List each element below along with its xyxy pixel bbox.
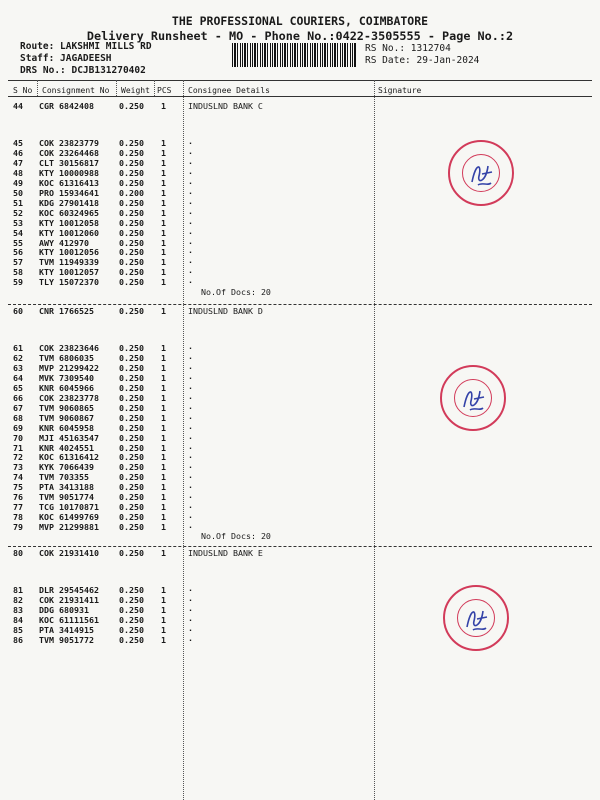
header-bottom-rule [8, 96, 592, 97]
row-pcs: 1 [161, 634, 166, 645]
row-consignment: MVK 7309540 [39, 372, 94, 383]
row-sno: 86 [13, 634, 23, 645]
row-consignment: KOC 61316412 [39, 452, 99, 463]
row-consignment: COK 23823779 [39, 138, 99, 148]
row-sno: 73 [13, 462, 23, 473]
row-pcs: 1 [161, 502, 166, 513]
consignee-dot: . [188, 520, 193, 531]
consignee-dot: . [188, 350, 193, 361]
consignee-dot: . [188, 155, 193, 166]
row-sno: 55 [13, 237, 23, 248]
row-consignment: CLT 30156817 [39, 157, 99, 168]
row-pcs: 1 [161, 217, 166, 228]
consignee-dot: . [188, 370, 193, 381]
row-pcs: 1 [161, 257, 166, 268]
row-sno: 51 [13, 197, 23, 208]
row-pcs: 1 [161, 157, 166, 168]
consignee-dot: . [188, 602, 193, 613]
consignee-dot: . [188, 390, 193, 401]
consignee-dot: . [188, 400, 193, 411]
row-consignment: DLR 29545462 [39, 585, 99, 595]
row-weight: 0.250 [119, 207, 144, 218]
consignee-dot: . [188, 235, 193, 246]
row-sno: 47 [13, 157, 23, 168]
row-consignment: KOC 60324965 [39, 207, 99, 218]
consignee-dot: . [188, 500, 193, 511]
row-consignment: KOC 61111561 [39, 614, 99, 625]
row-weight: 0.250 [119, 422, 144, 433]
row-weight: 0.200 [119, 187, 144, 198]
col-signature: Signature [378, 86, 422, 95]
row-consignment: KNR 6045958 [39, 422, 94, 433]
row-weight: 0.250 [119, 442, 144, 453]
row-pcs: 1 [161, 624, 166, 635]
row-consignment: CGR 6842408 [39, 101, 94, 111]
barcode [232, 43, 357, 67]
row-consignment: KDG 27901418 [39, 197, 99, 208]
row-consignee: INDUSLND BANK C [188, 101, 263, 111]
row-sno: 63 [13, 362, 23, 373]
row-consignment: COK 23823646 [39, 343, 99, 353]
row-weight: 0.250 [119, 502, 144, 513]
row-weight: 0.250 [119, 472, 144, 483]
row-consignment: PRO 15934641 [39, 187, 99, 198]
row-pcs: 1 [161, 237, 166, 248]
row-sno: 68 [13, 412, 23, 423]
row-consignment: TVM 9051772 [39, 634, 94, 645]
row-sno: 69 [13, 422, 23, 433]
row-consignment: TVM 9051774 [39, 492, 94, 503]
row-sno: 44 [13, 101, 23, 111]
row-sno: 70 [13, 432, 23, 443]
row-weight: 0.250 [119, 482, 144, 493]
row-weight: 0.250 [119, 452, 144, 463]
route-label: Route: LAKSHMI MILLS RD [20, 41, 152, 52]
row-sno: 61 [13, 343, 23, 353]
row-consignment: KTY 10000988 [39, 167, 99, 178]
row-consignment: TVM 6806035 [39, 352, 94, 363]
row-pcs: 1 [161, 362, 166, 373]
signature-icon [452, 377, 494, 419]
row-sno: 57 [13, 257, 23, 268]
row-weight: 0.250 [119, 382, 144, 393]
consignee-dot: . [188, 245, 193, 256]
row-weight: 0.250 [119, 138, 144, 148]
row-sno: 64 [13, 372, 23, 383]
row-sno: 54 [13, 227, 23, 238]
row-sno: 78 [13, 512, 23, 523]
consignee-dot: . [188, 583, 193, 593]
row-weight: 0.250 [119, 402, 144, 413]
row-pcs: 1 [161, 207, 166, 218]
row-weight: 0.250 [119, 522, 144, 533]
row-pcs: 1 [161, 267, 166, 278]
col-pcs: PCS [157, 86, 172, 95]
row-weight: 0.250 [119, 604, 144, 615]
consignee-dot: . [188, 450, 193, 461]
consignee-dot: . [188, 360, 193, 371]
row-weight: 0.250 [119, 237, 144, 248]
bank-stamp [440, 365, 506, 431]
row-weight: 0.250 [119, 392, 144, 403]
row-consignment: PTA 3413188 [39, 482, 94, 493]
row-pcs: 1 [161, 512, 166, 523]
row-weight: 0.250 [119, 634, 144, 645]
row-weight: 0.250 [119, 492, 144, 503]
row-sno: 50 [13, 187, 23, 198]
consignee-dot: . [188, 612, 193, 623]
consignee-dot: . [188, 440, 193, 451]
row-weight: 0.250 [119, 614, 144, 625]
consignee-dot: . [188, 175, 193, 186]
consignee-dot: . [188, 195, 193, 206]
consignee-dot: . [188, 380, 193, 391]
row-pcs: 1 [161, 594, 166, 605]
consignee-dot: . [188, 622, 193, 633]
row-weight: 0.250 [119, 197, 144, 208]
row-weight: 0.250 [119, 412, 144, 423]
row-weight: 0.250 [119, 343, 144, 353]
row-consignment: KNR 4024551 [39, 442, 94, 453]
row-pcs: 1 [161, 412, 166, 423]
row-pcs: 1 [161, 402, 166, 413]
row-consignment: CNR 1766525 [39, 306, 94, 316]
consignee-dot: . [188, 341, 193, 351]
consignee-dot: . [188, 255, 193, 266]
row-sno: 58 [13, 267, 23, 278]
row-pcs: 1 [161, 422, 166, 433]
row-pcs: 1 [161, 247, 166, 258]
row-consignment: MVP 21299422 [39, 362, 99, 373]
row-sno: 71 [13, 442, 23, 453]
row-consignment: TVM 9060867 [39, 412, 94, 423]
consignee-dot: . [188, 490, 193, 501]
rs-number: RS No.: 1312704 [365, 43, 451, 54]
row-sno: 80 [13, 548, 23, 558]
row-sno: 65 [13, 382, 23, 393]
row-pcs: 1 [161, 382, 166, 393]
row-sno: 77 [13, 502, 23, 513]
row-consignment: TCG 10170871 [39, 502, 99, 513]
row-consignment: KTY 10012058 [39, 217, 99, 228]
row-sno: 79 [13, 522, 23, 533]
row-sno: 72 [13, 452, 23, 463]
col-consignment: Consignment No [42, 86, 110, 95]
row-sno: 75 [13, 482, 23, 493]
bank-stamp [448, 140, 514, 206]
row-consignment: KYK 7066439 [39, 462, 94, 473]
row-consignment: KTY 10012060 [39, 227, 99, 238]
row-pcs: 1 [161, 432, 166, 443]
col-weight: Weight [121, 86, 150, 95]
row-pcs: 1 [161, 522, 166, 533]
consignee-dot: . [188, 205, 193, 216]
consignee-dot: . [188, 275, 193, 286]
row-weight: 0.250 [119, 147, 144, 158]
row-pcs: 1 [161, 187, 166, 198]
row-sno: 52 [13, 207, 23, 218]
row-sno: 76 [13, 492, 23, 503]
row-weight: 0.250 [119, 585, 144, 595]
staff-label: Staff: JAGADEESH [20, 53, 112, 64]
row-weight: 0.250 [119, 257, 144, 268]
row-pcs: 1 [161, 227, 166, 238]
row-consignment: KOC 61316413 [39, 177, 99, 188]
consignee-dot: . [188, 510, 193, 521]
signature-icon [460, 152, 502, 194]
consignee-dot: . [188, 460, 193, 471]
consignee-dot: . [188, 430, 193, 441]
rs-date: RS Date: 29-Jan-2024 [365, 55, 480, 66]
row-pcs: 1 [161, 277, 166, 288]
row-sno: 84 [13, 614, 23, 625]
consignee-dot: . [188, 265, 193, 276]
header-top-rule [8, 80, 592, 81]
row-weight: 0.250 [119, 101, 144, 111]
consignee-dot: . [188, 136, 193, 146]
row-consignment: KNR 6045966 [39, 382, 94, 393]
row-sno: 81 [13, 585, 23, 595]
row-consignee: INDUSLND BANK D [188, 306, 263, 316]
row-pcs: 1 [161, 472, 166, 483]
row-weight: 0.250 [119, 277, 144, 288]
row-pcs: 1 [161, 492, 166, 503]
row-pcs: 1 [161, 197, 166, 208]
row-weight: 0.250 [119, 167, 144, 178]
row-pcs: 1 [161, 177, 166, 188]
row-weight: 0.250 [119, 462, 144, 473]
row-weight: 0.250 [119, 217, 144, 228]
row-consignment: PTA 3414915 [39, 624, 94, 635]
row-pcs: 1 [161, 147, 166, 158]
row-pcs: 1 [161, 372, 166, 383]
row-sno: 60 [13, 306, 23, 316]
consignee-dot: . [188, 480, 193, 491]
consignee-dot: . [188, 225, 193, 236]
col-divider [37, 80, 38, 96]
row-sno: 46 [13, 147, 23, 158]
docs-count: No.Of Docs: 20 [201, 531, 271, 541]
row-pcs: 1 [161, 442, 166, 453]
row-sno: 49 [13, 177, 23, 188]
row-pcs: 1 [161, 306, 166, 316]
col-divider [154, 80, 155, 96]
row-sno: 56 [13, 247, 23, 258]
row-weight: 0.250 [119, 432, 144, 443]
consignee-dot: . [188, 165, 193, 176]
row-weight: 0.250 [119, 177, 144, 188]
group-divider [8, 304, 592, 305]
row-sno: 74 [13, 472, 23, 483]
consignee-dot: . [188, 470, 193, 481]
row-consignment: TVM 11949339 [39, 257, 99, 268]
row-weight: 0.250 [119, 267, 144, 278]
row-consignment: COK 23264468 [39, 147, 99, 158]
consignee-dot: . [188, 145, 193, 156]
row-pcs: 1 [161, 548, 166, 558]
row-consignment: DDG 680931 [39, 604, 89, 615]
col-divider [183, 80, 184, 800]
runsheet-subtitle: Delivery Runsheet - MO - Phone No.:0422-3505555 - Page No.:2 [86, 29, 514, 43]
row-weight: 0.250 [119, 227, 144, 238]
consignee-dot: . [188, 592, 193, 603]
row-weight: 0.250 [119, 157, 144, 168]
row-sno: 59 [13, 277, 23, 288]
consignee-dot: . [188, 632, 193, 643]
row-sno: 85 [13, 624, 23, 635]
row-consignment: TVM 9060865 [39, 402, 94, 413]
row-pcs: 1 [161, 462, 166, 473]
company-title: THE PROFESSIONAL COURIERS, COIMBATORE [171, 14, 429, 28]
docs-count: No.Of Docs: 20 [201, 287, 271, 297]
row-sno: 62 [13, 352, 23, 363]
row-pcs: 1 [161, 101, 166, 111]
row-pcs: 1 [161, 167, 166, 178]
row-consignment: TLY 15072370 [39, 277, 99, 288]
row-weight: 0.250 [119, 352, 144, 363]
row-weight: 0.250 [119, 362, 144, 373]
row-weight: 0.250 [119, 624, 144, 635]
row-pcs: 1 [161, 343, 166, 353]
row-pcs: 1 [161, 138, 166, 148]
consignee-dot: . [188, 215, 193, 226]
row-consignment: COK 21931410 [39, 548, 99, 558]
row-weight: 0.250 [119, 306, 144, 316]
row-pcs: 1 [161, 482, 166, 493]
row-consignment: MJI 45163547 [39, 432, 99, 443]
row-weight: 0.250 [119, 594, 144, 605]
drs-label: DRS No.: DCJB131270402 [20, 65, 146, 76]
col-consignee: Consignee Details [188, 86, 270, 95]
row-pcs: 1 [161, 352, 166, 363]
signature-icon [455, 597, 497, 639]
col-sno: S No [13, 86, 33, 95]
col-divider [374, 80, 375, 800]
row-pcs: 1 [161, 452, 166, 463]
row-pcs: 1 [161, 604, 166, 615]
consignee-dot: . [188, 410, 193, 421]
row-consignment: MVP 21299881 [39, 522, 99, 533]
row-sno: 48 [13, 167, 23, 178]
row-consignment: COK 23823778 [39, 392, 99, 403]
row-consignment: COK 21931411 [39, 594, 99, 605]
row-consignment: KOC 61499769 [39, 512, 99, 523]
row-pcs: 1 [161, 614, 166, 625]
row-sno: 67 [13, 402, 23, 413]
row-sno: 53 [13, 217, 23, 228]
row-sno: 83 [13, 604, 23, 615]
group-divider [8, 546, 592, 547]
row-weight: 0.250 [119, 512, 144, 523]
bank-stamp [443, 585, 509, 651]
row-pcs: 1 [161, 392, 166, 403]
row-sno: 45 [13, 138, 23, 148]
row-consignment: KTY 10012057 [39, 267, 99, 278]
col-divider [116, 80, 117, 96]
consignee-dot: . [188, 185, 193, 196]
row-sno: 82 [13, 594, 23, 605]
row-pcs: 1 [161, 585, 166, 595]
row-weight: 0.250 [119, 372, 144, 383]
row-consignment: TVM 703355 [39, 472, 89, 483]
row-weight: 0.250 [119, 548, 144, 558]
row-consignment: AWY 412970 [39, 237, 89, 248]
row-consignee: INDUSLND BANK E [188, 548, 263, 558]
row-weight: 0.250 [119, 247, 144, 258]
consignee-dot: . [188, 420, 193, 431]
row-sno: 66 [13, 392, 23, 403]
row-consignment: KTY 10012056 [39, 247, 99, 258]
